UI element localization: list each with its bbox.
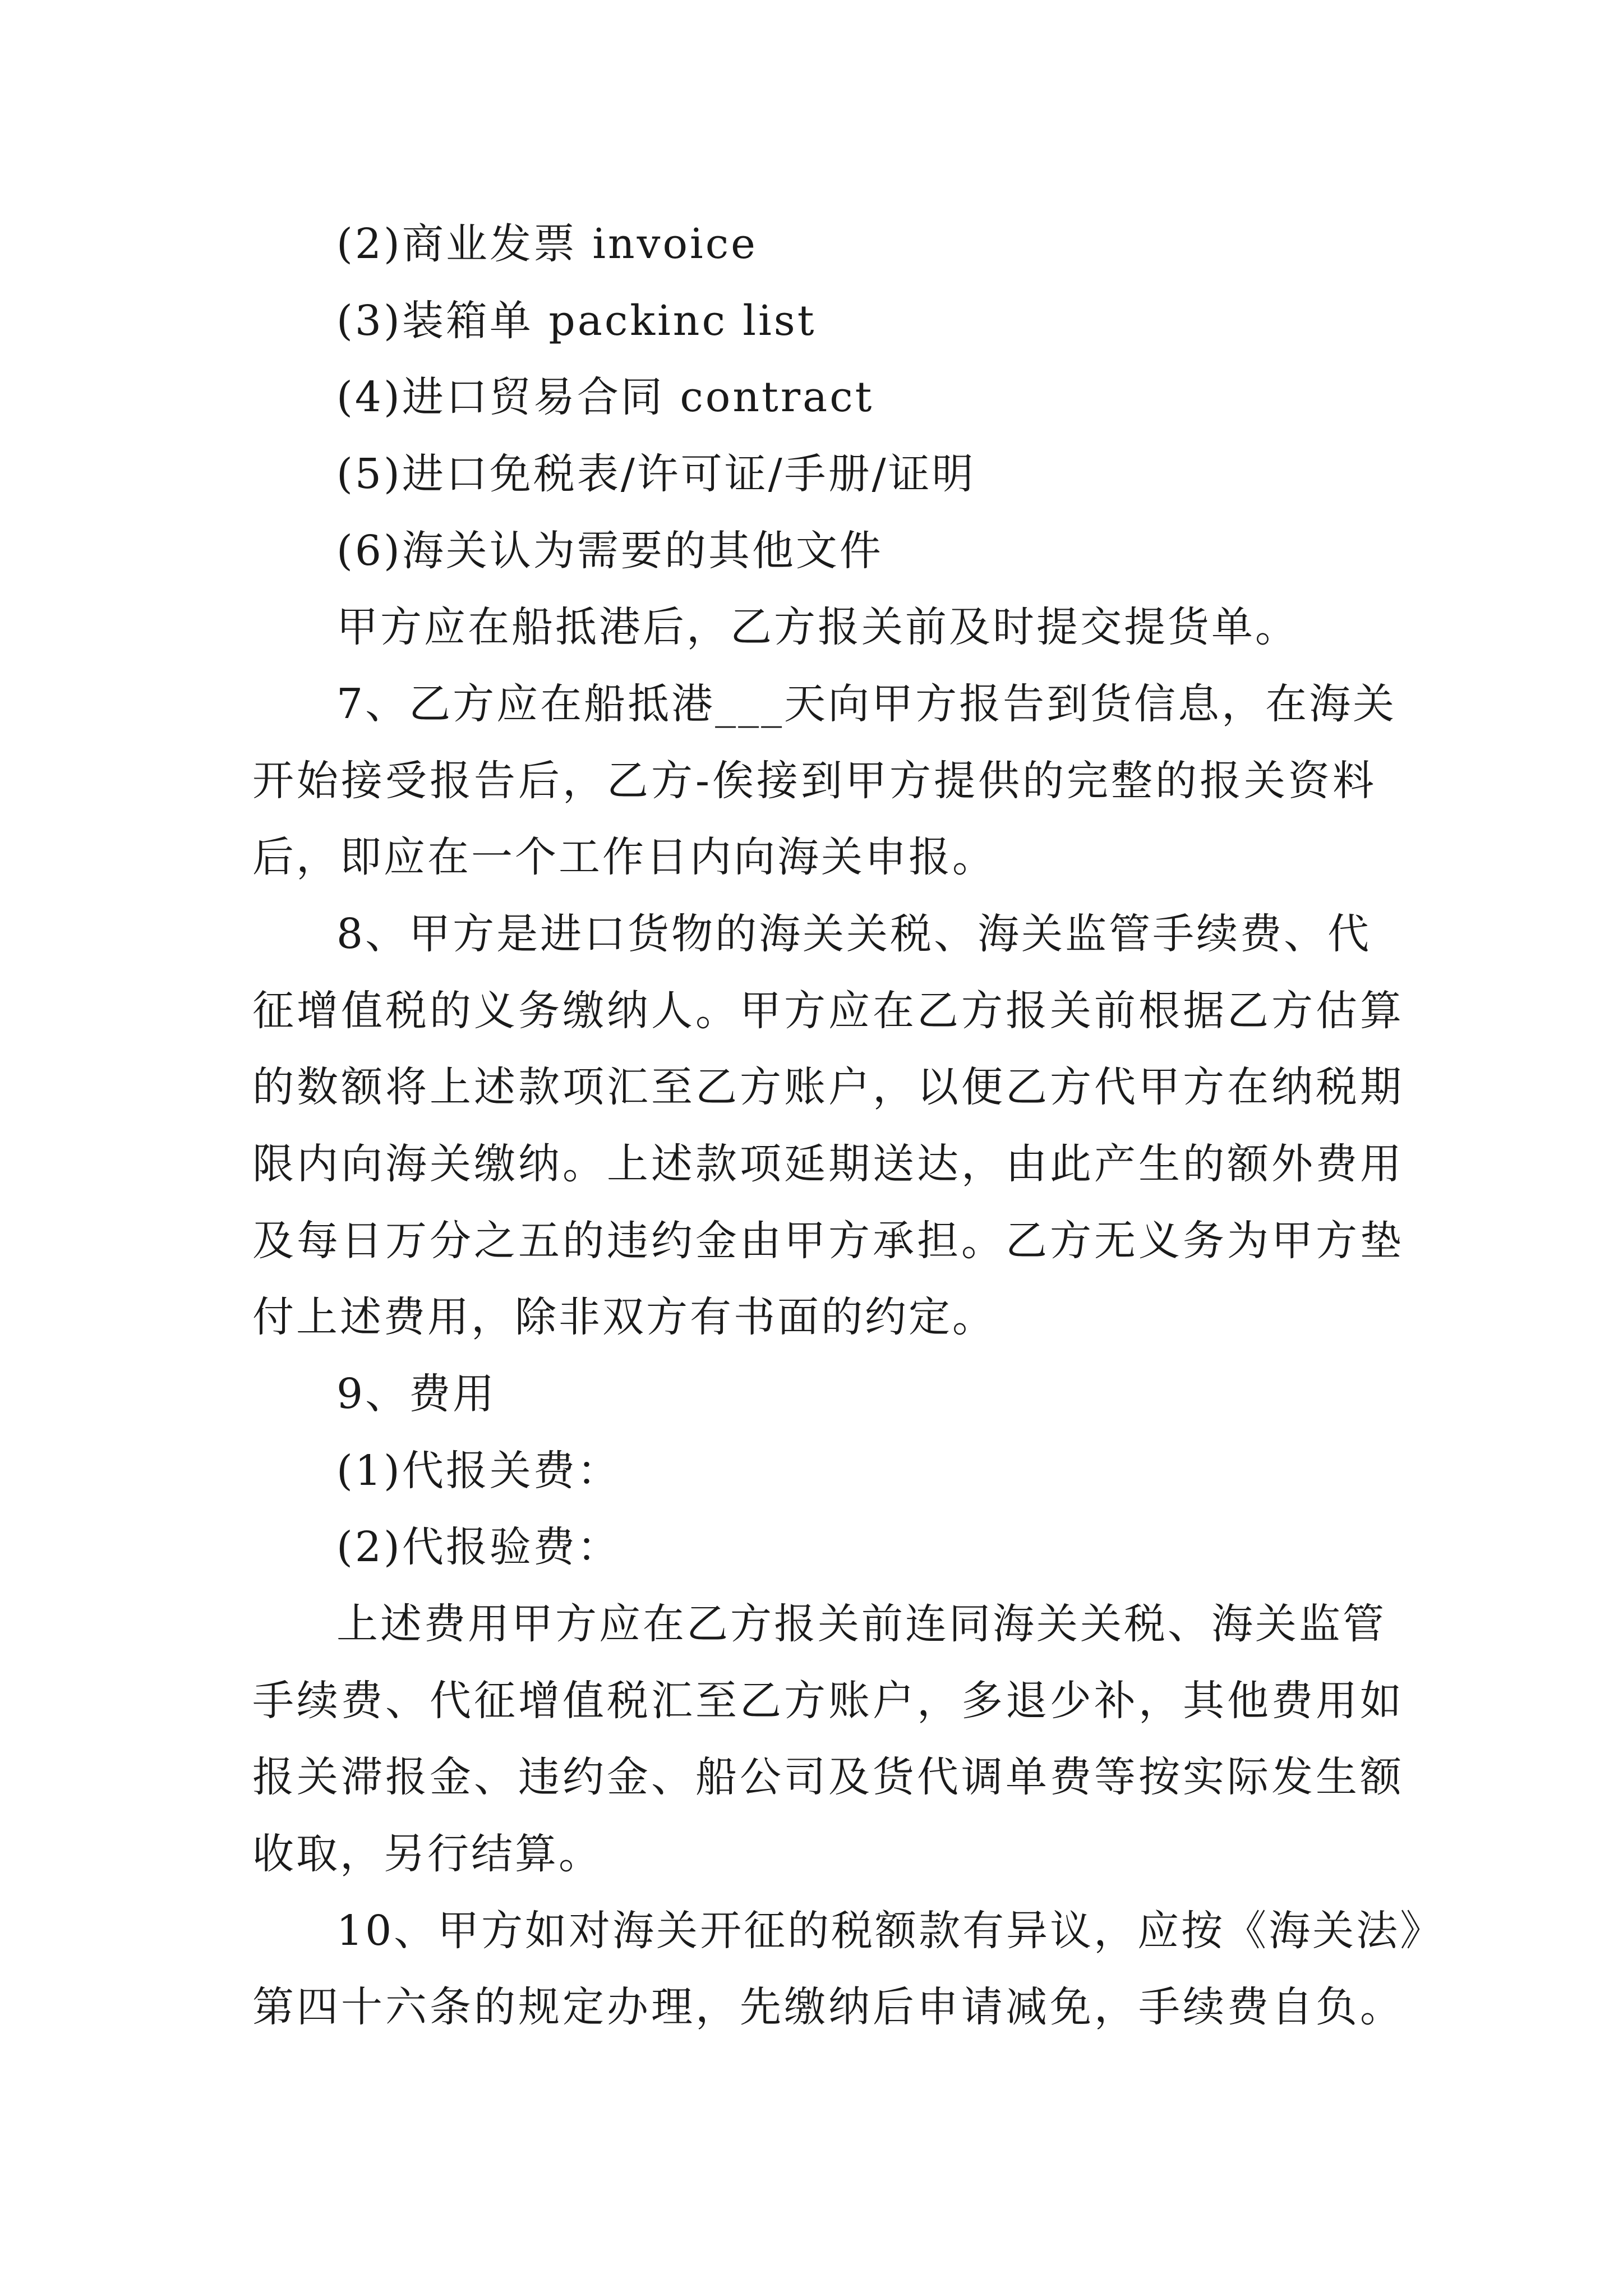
paragraph-line: 甲方应在船抵港后，乙方报关前及时提交提货单。 (336, 603, 1299, 651)
fee-paragraph-line: 收取，另行结算。 (252, 1830, 602, 1878)
clause-7-line: 7、乙方应在船抵港___天向甲方报告到货信息，在海关 (336, 680, 1397, 728)
clause-8-line: 8、甲方是进口货物的海关关税、海关监管手续费、代 (336, 910, 1372, 958)
list-item-permits: (5)进口免税表/许可证/手册/证明 (336, 450, 976, 498)
clause-8-line: 限内向海关缴纳。上述款项延期送达，由此产生的额外费用 (252, 1140, 1404, 1188)
fee-paragraph-line: 上述费用甲方应在乙方报关前连同海关关税、海关监管 (336, 1600, 1386, 1648)
list-item-contract: (4)进口贸易合同 contract (336, 373, 874, 421)
clause-8-line: 及每日万分之五的违约金由甲方承担。乙方无义务为甲方垫 (252, 1217, 1404, 1265)
list-item-invoice: (2)商业发票 invoice (336, 220, 758, 268)
fee-item-inspection: (2)代报验费： (336, 1523, 621, 1571)
list-item-packing-list: (3)装箱单 packinc list (336, 297, 817, 345)
clause-9-heading: 9、费用 (336, 1370, 497, 1418)
clause-7-line: 后，即应在一个工作日内向海关申报。 (252, 833, 996, 881)
clause-8-line: 的数额将上述款项汇至乙方账户，以便乙方代甲方在纳税期 (252, 1063, 1404, 1111)
fee-item-customs: (1)代报关费： (336, 1447, 621, 1495)
clause-7-line: 开始接受报告后，乙方-俟接到甲方提供的完整的报关资料 (252, 757, 1377, 805)
fee-paragraph-line: 手续费、代征增值税汇至乙方账户，多退少补，其他费用如 (252, 1677, 1404, 1725)
clause-8-line: 征增值税的义务缴纳人。甲方应在乙方报关前根据乙方估算 (252, 987, 1404, 1035)
clause-10-line: 第四十六条的规定办理，先缴纳后申请减免，手续费自负。 (252, 1983, 1404, 2031)
clause-10-line: 10、甲方如对海关开征的税额款有异议，应按《海关法》 (336, 1907, 1444, 1955)
fee-paragraph-line: 报关滞报金、违约金、船公司及货代调单费等按实际发生额 (252, 1753, 1404, 1801)
list-item-other-documents: (6)海关认为需要的其他文件 (336, 527, 883, 575)
clause-8-line: 付上述费用，除非双方有书面的约定。 (252, 1293, 996, 1341)
